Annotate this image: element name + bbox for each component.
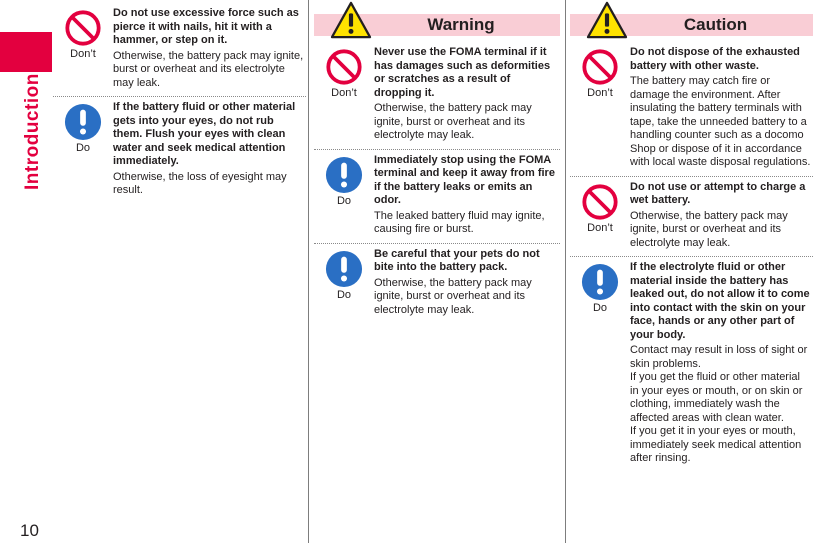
item-body: If you get it in your eyes or mouth, immediately seek medical attention after rinsing. [630,425,802,464]
item-body: The leaked battery fluid may ignite, causing fire or burst. [374,209,545,235]
mandatory-icon [325,250,363,288]
warning-header [314,14,560,36]
mandatory-icon [64,103,102,141]
item-body: Contact may result in loss of sight or skin problems. [630,344,808,370]
warning-icon [586,1,628,39]
page-number: 10 [20,521,39,540]
prohibition-icon [325,48,363,86]
icon-caption: Do [75,142,91,154]
item-title: If the battery fluid or other material gets into your eyes, do not rub them. Flush your eyes with clean water and seek medical attention immediately. [113,101,296,167]
item-title: Immediately stop using the FOMA terminal and keep it away from fire if the battery leaks or emits an odor. [374,153,555,206]
warning-section [314,0,560,323]
precaution-item [570,42,813,177]
precaution-item [53,97,306,204]
item-body: Otherwise, the battery pack may ignite, burst or overheat and its electrolyte may leak. [113,49,304,89]
item-title: Do not use or attempt to charge a wet battery. [630,180,806,206]
caution-title: Caution [683,15,748,34]
precaution-item [570,257,813,472]
mandatory-icon [581,263,619,301]
item-title: Be careful that your pets do not bite into the battery pack. [374,247,540,273]
icon-caption: Do [336,194,352,207]
icon-caption: Don’t [587,87,613,99]
column-divider [308,0,309,543]
icon-caption: Do [336,288,352,301]
item-body: Otherwise, the battery pack may ignite, burst or overheat and its electrolyte may leak. [374,276,532,316]
warning-title: Warning [427,15,495,34]
caution-section [570,0,813,472]
caution-header [570,14,813,36]
item-title: Never use the FOMA terminal if it has damages such as deformities or scratches as a result of dropping it. [374,46,551,99]
item-body: The battery may catch fire or damage the environment. After insulating the battery terminals with tape, take the unneeded battery to a handling counter such as a docomo Shop or dispose of it in accordance with local waste disposal regulations. [630,75,811,168]
item-title: Do not dispose of the exhausted battery with other waste. [630,46,800,72]
precaution-item [314,244,560,324]
icon-caption: Don’t [587,221,613,234]
prohibition-icon [64,9,102,47]
icon-caption: Do [592,302,608,314]
icon-caption: Don’t [70,48,96,60]
prohibition-icon [581,48,619,86]
item-body: If you get the fluid or other material in your eyes or mouth, or on skin or clothing, immediately wash the affected areas with clean water. [630,371,803,424]
item-title: If the electrolyte fluid or other material inside the battery has leaked out, do not allow it to come into contact with the skin on your face, hands or any other part of your body. [630,261,810,341]
mandatory-icon [325,156,363,194]
warning-icon [330,1,372,39]
section-tab [0,32,52,72]
precaution-item [570,177,813,258]
precaution-item [314,150,560,244]
item-body: Otherwise, the battery pack may ignite, burst or overheat and its electrolyte may leak. [374,102,532,141]
section-label: Introduction [22,73,43,190]
precaution-item [53,3,306,97]
item-title: Do not use excessive force such as pierce it with nails, hit it with a hammer, or step on it. [113,7,299,46]
item-body: Otherwise, the loss of eyesight may result. [113,170,287,196]
icon-caption: Don’t [331,87,357,99]
prohibition-icon [581,183,619,221]
column-divider [565,0,566,543]
item-body: Otherwise, the battery pack may ignite, burst or overheat and its electrolyte may leak. [630,209,788,249]
column-continued [53,3,306,204]
precaution-item [314,42,560,150]
